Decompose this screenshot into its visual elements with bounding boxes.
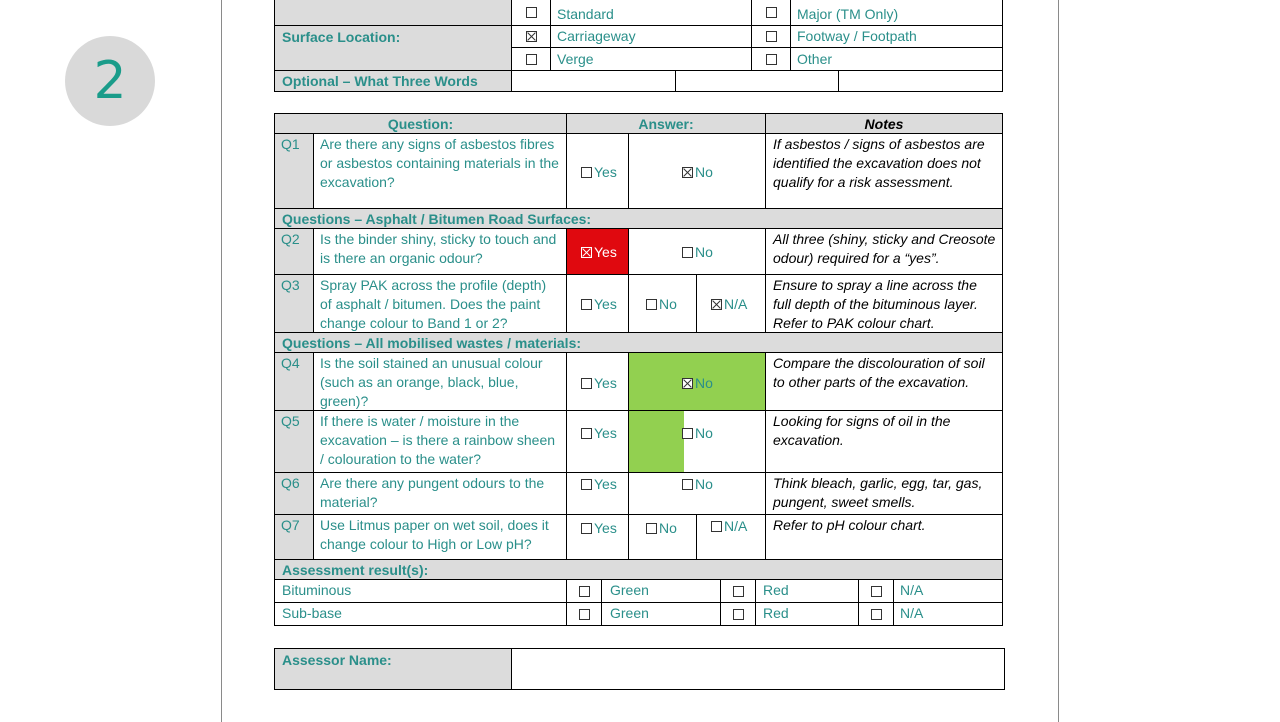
sub-base-green-label: Green (601, 602, 721, 626)
sub-base-na-label: N/A (893, 602, 1003, 626)
q4-notes: Compare the discolouration of soil to other parts of the excavation. (765, 352, 1003, 411)
q2-yes-checkbox[interactable] (581, 247, 592, 258)
other-checkbox-cell[interactable] (751, 47, 791, 71)
sub-base-red-label: Red (755, 602, 859, 626)
q7-id: Q7 (274, 514, 314, 560)
bituminous-green-label: Green (601, 579, 721, 603)
carriageway-checkbox-cell[interactable] (511, 25, 551, 48)
sub-base-na-checkbox-cell[interactable] (858, 602, 894, 626)
q2-no-label: No (695, 244, 713, 260)
section-wastes-header: Questions – All mobilised wastes / materials: (274, 332, 1003, 353)
bituminous-red-label: Red (755, 579, 859, 603)
sub-base-green-checkbox[interactable] (579, 609, 590, 620)
q4-no-checkbox[interactable] (682, 378, 693, 389)
bituminous-na-label: N/A (893, 579, 1003, 603)
bituminous-green-checkbox[interactable] (579, 586, 590, 597)
q1-notes: If asbestos / signs of asbestos are identified the excavation does not qualify for a risk assessment. (765, 133, 1003, 209)
what-three-words-label: Optional – What Three Words (274, 70, 512, 92)
q3-no-label: No (659, 296, 677, 312)
q7-no-cell[interactable] (628, 514, 697, 560)
footway-option: Footway / Footpath (790, 25, 1003, 48)
q3-yes-cell[interactable] (566, 274, 629, 333)
bituminous-green-checkbox-cell[interactable] (566, 579, 602, 603)
q5-yes-label: Yes (594, 425, 617, 441)
q3-na-checkbox[interactable] (711, 299, 722, 310)
footway-checkbox-cell[interactable] (751, 25, 791, 48)
q2-id: Q2 (274, 228, 314, 275)
q6-no-cell[interactable] (628, 472, 766, 515)
q6-notes: Think bleach, garlic, egg, tar, gas, pungent, sweet smells. (765, 472, 1003, 515)
q7-notes: Refer to pH colour chart. (765, 514, 1003, 560)
q4-yes-cell[interactable] (566, 352, 629, 411)
q3-no-cell[interactable] (628, 274, 697, 333)
q6-no-checkbox[interactable] (682, 479, 693, 490)
assessor-name-field[interactable] (511, 648, 1005, 690)
sub-base-green-checkbox-cell[interactable] (566, 602, 602, 626)
q3-yes-label: Yes (594, 296, 617, 312)
q1-id: Q1 (274, 133, 314, 209)
sub-base-na-checkbox[interactable] (871, 609, 882, 620)
q4-yes-label: Yes (594, 375, 617, 391)
q7-na-cell[interactable] (696, 514, 766, 560)
verge-checkbox[interactable] (526, 54, 537, 65)
q3-no-checkbox[interactable] (646, 299, 657, 310)
q7-text: Use Litmus paper on wet soil, does it change colour to High or Low pH? (313, 514, 567, 560)
q3-yes-checkbox[interactable] (581, 299, 592, 310)
q2-notes: All three (shiny, sticky and Creosote odour) required for a “yes”. (765, 228, 1003, 275)
other-checkbox[interactable] (766, 54, 777, 65)
q6-yes-label: Yes (594, 476, 617, 492)
section-asphalt-header: Questions – Asphalt / Bitumen Road Surfaces: (274, 208, 1003, 229)
q4-no-label: No (695, 375, 713, 391)
sub-base-label: Sub-base (274, 602, 567, 626)
q2-yes-label: Yes (594, 244, 617, 260)
q1-yes-checkbox[interactable] (581, 167, 592, 178)
q3-text: Spray PAK across the profile (depth) of asphalt / bitumen. Does the paint change colour to Band 1 or 2? (313, 274, 567, 333)
other-option: Other (790, 47, 1003, 71)
q5-notes: Looking for signs of oil in the excavation. (765, 410, 1003, 473)
step-number-badge: 2 (65, 36, 155, 126)
carriageway-checkbox[interactable] (526, 31, 537, 42)
q6-yes-cell[interactable] (566, 472, 629, 515)
answer-header: Answer: (566, 113, 766, 134)
q5-partial-highlight (629, 411, 684, 472)
bituminous-na-checkbox[interactable] (871, 586, 882, 597)
q4-id: Q4 (274, 352, 314, 411)
q3-na-label: N/A (724, 296, 748, 312)
sub-base-red-checkbox[interactable] (733, 609, 744, 620)
q1-no-cell[interactable] (628, 133, 766, 209)
q6-no-label: No (695, 476, 713, 492)
footway-checkbox[interactable] (766, 31, 777, 42)
standard-checkbox-cell[interactable] (511, 0, 551, 26)
q4-no-cell[interactable] (628, 352, 766, 411)
location-header-cell (274, 0, 512, 26)
q2-no-cell[interactable] (628, 228, 766, 275)
q3-na-cell[interactable] (696, 274, 766, 333)
q1-no-label: No (695, 164, 713, 180)
q7-no-label: No (659, 520, 677, 536)
assessment-results-header: Assessment result(s): (274, 559, 1003, 580)
standard-checkbox[interactable] (526, 7, 537, 18)
w3w-field-3[interactable] (838, 70, 1003, 92)
q5-no-label: No (695, 425, 713, 441)
q6-id: Q6 (274, 472, 314, 515)
bituminous-red-checkbox-cell[interactable] (720, 579, 756, 603)
q5-no-checkbox[interactable] (682, 428, 693, 439)
major-checkbox-cell[interactable] (751, 0, 791, 26)
q1-no-checkbox[interactable] (682, 167, 693, 178)
q7-yes-checkbox[interactable] (581, 523, 592, 534)
q7-no-checkbox[interactable] (646, 523, 657, 534)
q5-id: Q5 (274, 410, 314, 473)
q5-yes-checkbox[interactable] (581, 428, 592, 439)
q1-yes-label: Yes (594, 164, 617, 180)
bituminous-na-checkbox-cell[interactable] (858, 579, 894, 603)
major-checkbox[interactable] (766, 7, 777, 18)
bituminous-red-checkbox[interactable] (733, 586, 744, 597)
q4-text: Is the soil stained an unusual colour (such as an orange, black, blue, green)? (313, 352, 567, 411)
surface-location-label: Surface Location: (274, 25, 512, 71)
q6-text: Are there any pungent odours to the material? (313, 472, 567, 515)
bituminous-label: Bituminous (274, 579, 567, 603)
verge-checkbox-cell[interactable] (511, 47, 551, 71)
q5-text: If there is water / moisture in the excavation – is there a rainbow sheen / colouration to the water? (313, 410, 567, 473)
q1-text: Are there any signs of asbestos fibres or asbestos containing materials in the excavation? (313, 133, 567, 209)
w3w-field-1[interactable] (511, 70, 676, 92)
assessor-name-label: Assessor Name: (274, 648, 512, 690)
q1-yes-cell[interactable] (566, 133, 629, 209)
q5-yes-cell[interactable] (566, 410, 629, 473)
carriageway-option: Carriageway (550, 25, 752, 48)
verge-option: Verge (550, 47, 752, 71)
q4-yes-checkbox[interactable] (581, 378, 592, 389)
standard-option: Standard (550, 0, 752, 26)
q7-na-checkbox[interactable] (711, 521, 722, 532)
q2-no-checkbox[interactable] (682, 247, 693, 258)
q7-yes-cell[interactable] (566, 514, 629, 560)
q7-yes-label: Yes (594, 520, 617, 536)
major-option: Major (TM Only) (790, 0, 1003, 26)
q7-na-label: N/A (724, 518, 748, 534)
q3-notes: Ensure to spray a line across the full depth of the bituminous layer. Refer to PAK colour chart. (765, 274, 1003, 333)
q2-yes-cell-highlighted[interactable] (566, 228, 629, 275)
q2-text: Is the binder shiny, sticky to touch and is there an organic odour? (313, 228, 567, 275)
w3w-field-2[interactable] (675, 70, 839, 92)
q5-no-cell[interactable] (628, 410, 766, 473)
q3-id: Q3 (274, 274, 314, 333)
form-page (221, 0, 1059, 722)
notes-header: Notes (765, 113, 1003, 134)
q6-yes-checkbox[interactable] (581, 479, 592, 490)
question-header: Question: (274, 113, 567, 134)
sub-base-red-checkbox-cell[interactable] (720, 602, 756, 626)
